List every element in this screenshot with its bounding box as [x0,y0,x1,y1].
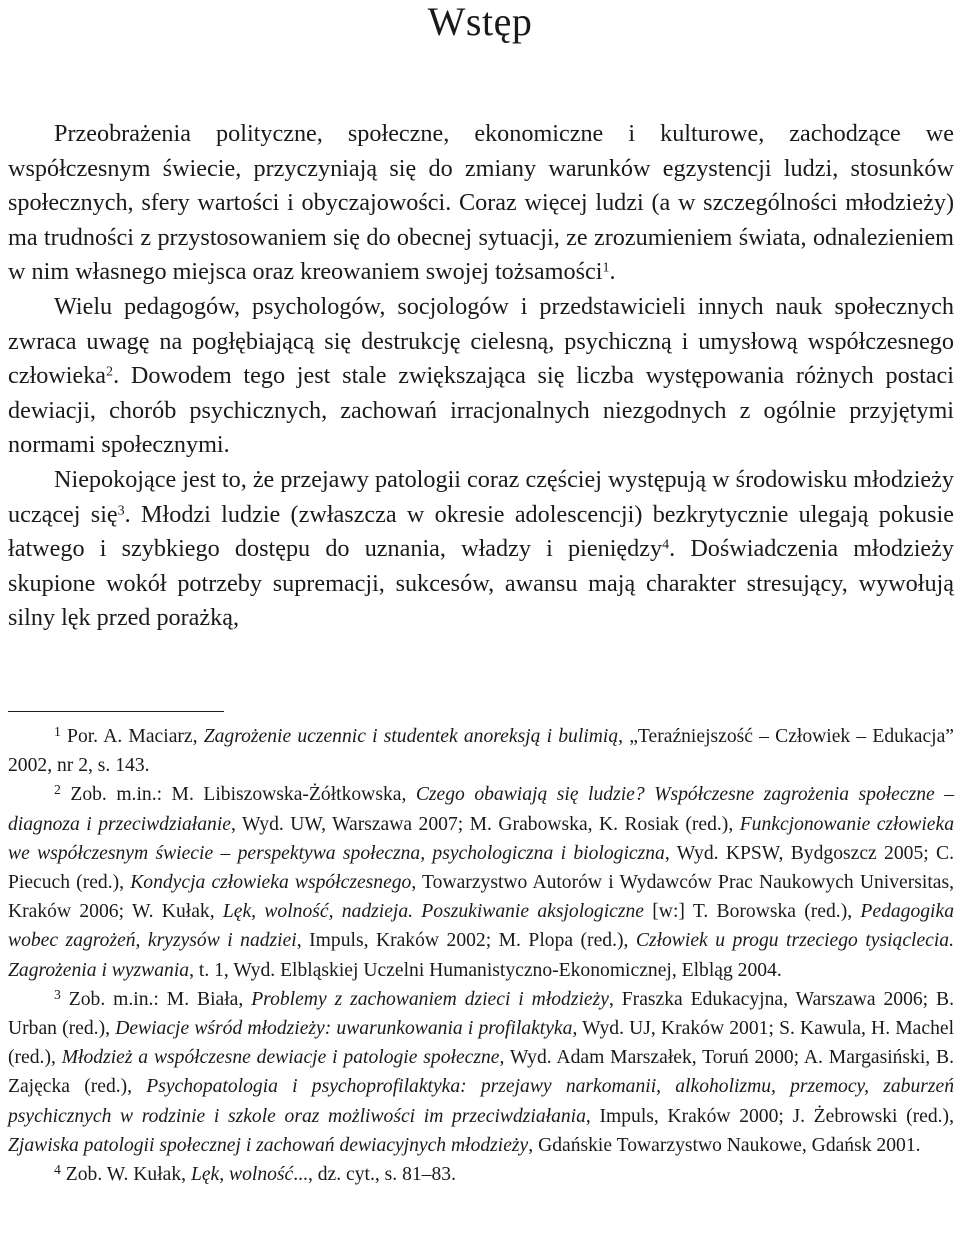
footnote-title: Młodzież a współczesne dewiacje i patologie społeczne [61,1047,500,1069]
footnote-4 [8,1160,954,1189]
footnote-ref-2: 2 [106,363,114,380]
paragraph-3-text: Niepokojące jest to, że przejawy patologii coraz częściej występują w środowisku młodzieży uczącej się [8,465,954,528]
page-title: Wstęp [427,0,533,44]
paragraph-2-text: Wielu pedagogów, psychologów, socjologów i przedstawicieli innych nauk społecznych zwraca uwagę na pogłębiającą się destrukcję cielesną, psychiczną i umysłową współczesnego człowieka [8,292,954,390]
footnote-1 [8,722,954,780]
footnote-3 [8,985,954,1160]
body-text [8,117,954,636]
footnote-number: 3 [54,986,61,1002]
footnote-title: Zagrożenie uczennic i studentek anoreksją i bulimią [203,726,619,747]
footnote-title: Kondycja człowieka współczesnego [130,872,412,894]
footnote-text: , Gdańskie Towarzystwo Naukowe, Gdańsk 2001. [528,1134,921,1156]
footnote-separator [8,711,224,712]
footnote-title: Lęk, wolność, nadzieja. Poszukiwanie aksjologiczne [222,901,644,923]
footnote-text: , Towarzystwo Autorów i Wydawców Prac Naukowych Universitas, Kraków 2006; W. Kułak, [8,872,954,923]
footnote-title: Psychopatologia i psychoprofilaktyka: przejawy narkomanii, alkoholizmu, przemocy, zaburzeń psychicznych w rodzinie i szkole oraz możliwości im przeciwdziałania [8,1076,954,1127]
paragraph-3-text-mid: . Młodzi ludzie (zwłaszcza w okresie adolescencji) bezkrytycznie ulegają pokusie łatwego i szybkiego dostępu do uznania, władzy i pieniędzy [8,500,954,563]
paragraph-1-text-end: . [609,258,616,286]
footnote-text: , Impuls, Kraków 2000; J. Żebrowski (red.), [585,1105,954,1127]
footnote-title: Lęk, wolność [190,1164,294,1186]
footnote-number: 1 [54,723,61,739]
footnote-title: Dewiacje wśród młodzieży: uwarunkowania i profilaktyka [115,1018,573,1040]
footnote-text: Por. A. Maciarz, [60,726,204,747]
footnote-ref-1: 1 [602,259,610,276]
footnote-title: Problemy z zachowaniem dzieci i młodzieży [251,988,609,1010]
paragraph-2 [8,290,954,463]
footnote-title: Funkcjonowanie człowieka we współczesnym świecie – perspektywa społeczna, psychologiczna i biologiczna [8,813,954,864]
footnote-text: Zob. m.in.: M. Biała, [60,988,252,1010]
footnote-title: Czego obawiają się ludzie? Współczesne zagrożenia społeczne – diagnoza i przeciwdziałanie [8,784,954,835]
footnote-2 [8,780,954,984]
footnote-title: Człowiek u progu trzeciego tysiąclecia. Zagrożenia i wyzwania [8,930,954,981]
footnote-text: , Impuls, Kraków 2002; M. Plopa (red.), [296,930,636,952]
footnote-text: , Wyd. Adam Marszałek, Toruń 2000; A. Margasiński, B. Zajęcka (red.), [8,1047,955,1098]
footnote-number: 4 [54,1161,61,1177]
paragraph-3 [8,463,954,636]
footnote-text: ..., dz. cyt., s. 81–83. [293,1164,456,1186]
footnote-text: Zob. W. Kułak, [60,1164,191,1186]
footnote-text: [w:] T. Borowska (red.), [644,901,861,923]
footnote-title: Pedagogika wobec zagrożeń, kryzysów i nadziei [8,901,954,952]
footnote-text: , „Teraźniejszość – Człowiek – Edukacja” 2002, nr 2, s. 143. [8,726,954,777]
footnote-text: , Wyd. KPSW, Bydgoszcz 2005; C. Piecuch (red.), [8,842,954,894]
paragraph-1 [8,117,954,290]
footnote-ref-4: 4 [662,536,670,553]
footnote-title: Zjawiska patologii społecznej i zachowań dewiacyjnych młodzieży [8,1134,529,1156]
footnote-text: Zob. m.in.: M. Libiszowska-Żółtkowska, [60,784,416,806]
footnote-ref-3: 3 [117,501,125,518]
paragraph-3-text-end: . Doświadczenia młodzieży skupione wokół potrzeby supremacji, sukcesów, awansu mają charakter stresujący, wywołują silny lęk przed porażką, [8,535,954,632]
footnote-text: , Wyd. UJ, Kraków 2001; S. Kawula, H. Machel (red.), [8,1018,955,1069]
footnotes [8,722,954,1189]
paragraph-2-text-end: . Dowodem tego jest stale zwiększająca się liczba występowania różnych postaci dewiacji, chorób psychicznych, zachowań irracjonalnych niezgodnych z ogólnie przyjętymi normami społecznymi. [8,362,954,459]
footnote-text: , Fraszka Edukacyjna, Warszawa 2006; B. Urban (red.), [8,988,955,1040]
footnote-number: 2 [54,782,61,798]
footnote-text: , Wyd. UW, Warszawa 2007; M. Grabowska, K. Rosiak (red.), [231,813,740,835]
footnote-text: , t. 1, Wyd. Elbląskiej Uczelni Humanistyczno-Ekonomicznej, Elbląg 2004. [189,959,782,981]
paragraph-1-text: Przeobrażenia polityczne, społeczne, ekonomiczne i kulturowe, zachodzące we współczesnym świecie, przyczyniają się do zmiany warunków egzystencji ludzi, stosunków społecznych, sfery wartości i obyczajowości. Coraz więcej ludzi (a w szczególności młodzieży) ma trudności z przystosowaniem się do obecnej sytuacji, ze zrozumieniem świata, odnalezieniem w nim własnego miejsca oraz kreowaniem swojej tożsamości [8,120,954,286]
